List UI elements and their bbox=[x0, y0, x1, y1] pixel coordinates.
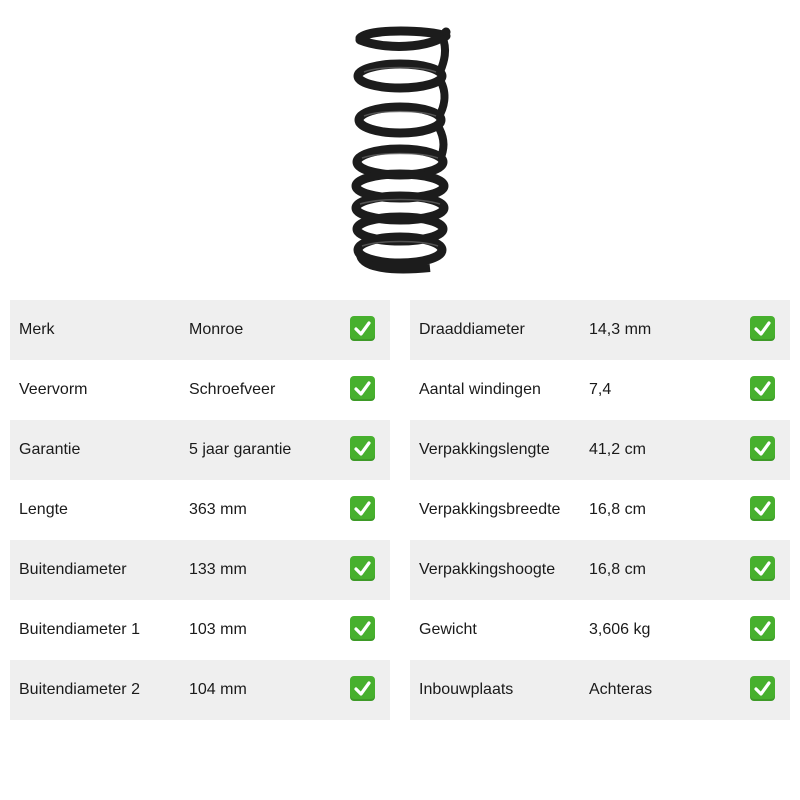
check-icon bbox=[750, 316, 775, 341]
spec-value: 3,606 kg bbox=[589, 621, 651, 638]
spec-row bbox=[10, 420, 390, 480]
spec-label: Veervorm bbox=[19, 381, 88, 398]
spec-row bbox=[10, 480, 390, 540]
spec-value: 104 mm bbox=[189, 681, 247, 698]
check-icon bbox=[350, 436, 375, 461]
spec-label: Gewicht bbox=[419, 621, 477, 638]
check-icon bbox=[350, 316, 375, 341]
spec-value: 363 mm bbox=[189, 501, 247, 518]
spec-value: 7,4 bbox=[589, 381, 612, 398]
check-icon bbox=[750, 376, 775, 401]
spec-value: 133 mm bbox=[189, 561, 247, 578]
spec-row bbox=[410, 540, 790, 600]
spec-label: Verpakkingsbreedte bbox=[419, 501, 561, 518]
spec-row bbox=[410, 480, 790, 540]
spec-label: Inbouwplaats bbox=[419, 681, 514, 698]
spec-row bbox=[10, 360, 390, 420]
check-icon bbox=[350, 376, 375, 401]
spec-label: Aantal windingen bbox=[419, 381, 541, 398]
spec-value: Schroefveer bbox=[189, 381, 276, 398]
spec-row bbox=[10, 600, 390, 660]
spec-table-right bbox=[410, 300, 790, 720]
check-icon bbox=[350, 676, 375, 701]
spec-value: 41,2 cm bbox=[589, 441, 646, 458]
spec-label: Verpakkingslengte bbox=[419, 441, 550, 458]
check-icon bbox=[350, 616, 375, 641]
check-icon bbox=[750, 616, 775, 641]
check-icon bbox=[750, 496, 775, 521]
spec-value: Monroe bbox=[189, 321, 244, 338]
spec-value: 16,8 cm bbox=[589, 501, 646, 518]
spec-label: Merk bbox=[19, 321, 55, 338]
spec-label: Buitendiameter 1 bbox=[19, 621, 140, 638]
spec-label: Draaddiameter bbox=[419, 321, 525, 338]
spec-row bbox=[410, 660, 790, 720]
spec-row bbox=[10, 540, 390, 600]
check-icon bbox=[350, 556, 375, 581]
coil-spring-image bbox=[330, 22, 470, 278]
check-icon bbox=[750, 436, 775, 461]
spec-label: Lengte bbox=[19, 501, 68, 518]
spec-row bbox=[410, 300, 790, 360]
check-icon bbox=[750, 676, 775, 701]
check-icon bbox=[350, 496, 375, 521]
spec-row bbox=[10, 660, 390, 720]
spec-value: 14,3 mm bbox=[589, 321, 652, 338]
spec-label: Buitendiameter 2 bbox=[19, 681, 140, 698]
spec-label: Buitendiameter bbox=[19, 561, 127, 578]
spec-row bbox=[410, 420, 790, 480]
spec-value: 16,8 cm bbox=[589, 561, 646, 578]
spec-value: 5 jaar garantie bbox=[189, 441, 292, 458]
spec-row bbox=[10, 300, 390, 360]
spec-label: Verpakkingshoogte bbox=[419, 561, 556, 578]
spec-row bbox=[410, 600, 790, 660]
check-icon bbox=[750, 556, 775, 581]
spec-value: 103 mm bbox=[189, 621, 247, 638]
spec-table-left bbox=[10, 300, 390, 720]
spec-row bbox=[410, 360, 790, 420]
spec-label: Garantie bbox=[19, 441, 81, 458]
spec-value: Achteras bbox=[589, 681, 653, 698]
